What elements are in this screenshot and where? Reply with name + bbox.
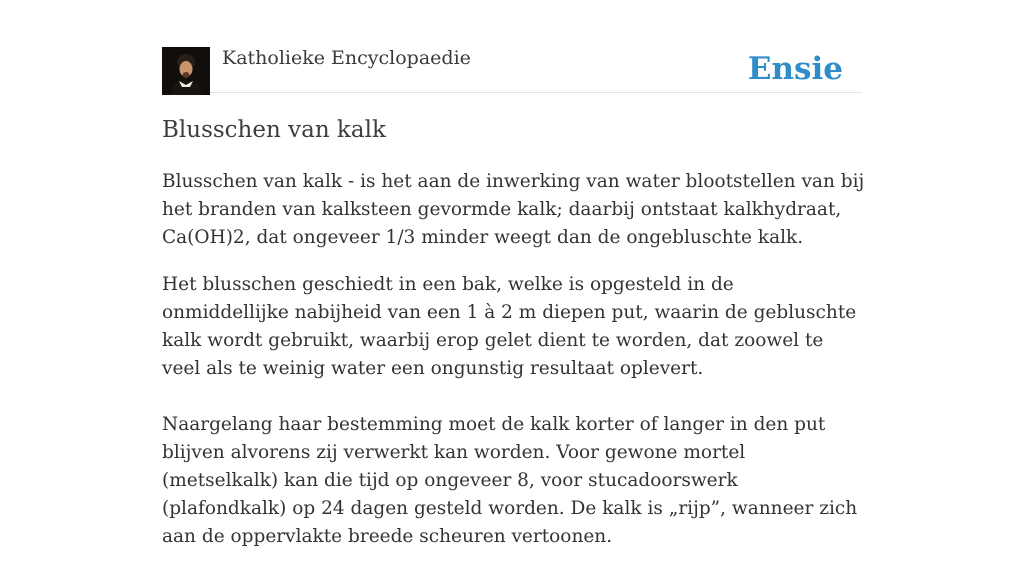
article-title: Blusschen van kalk xyxy=(162,117,386,143)
source-name[interactable]: Katholieke Encyclopaedie xyxy=(222,47,471,69)
article-body xyxy=(162,168,866,570)
portrait-icon xyxy=(162,47,210,95)
brand-logo[interactable]: Ensie xyxy=(747,51,843,87)
header xyxy=(162,46,862,93)
paragraph: Het blusschen geschiedt in een bak, welke is opgesteld in de onmiddellijke nabijheid van een 1 à 2 m diepen put, waarin de gebluschte kalk wordt gebruikt, waarbij erop gelet dient te worden, dat zoowel te veel als te weinig water een ongunstig resultaat oplevert. Naargelang haar bestemming moet de kalk korter of langer in den put blijven alvorens zij verwerkt kan worden. Voor gewone mortel (metselkalk) kan die tijd op ongeveer 8, voor stucadoorswerk (plafondkalk) op 24 dagen gesteld worden. De kalk is „rijp”, wanneer zich aan de oppervlakte breede scheuren vertoonen. xyxy=(162,274,858,547)
avatar[interactable] xyxy=(162,47,210,95)
paragraph: Blusschen van kalk - is het aan de inwerking van water blootstellen van bij het branden van kalksteen gevormde kalk; daarbij ontstaat kalkhydraat, Ca(OH)2, dat ongeveer 1/3 minder weegt dan de ongebluschte kalk. xyxy=(162,171,865,248)
